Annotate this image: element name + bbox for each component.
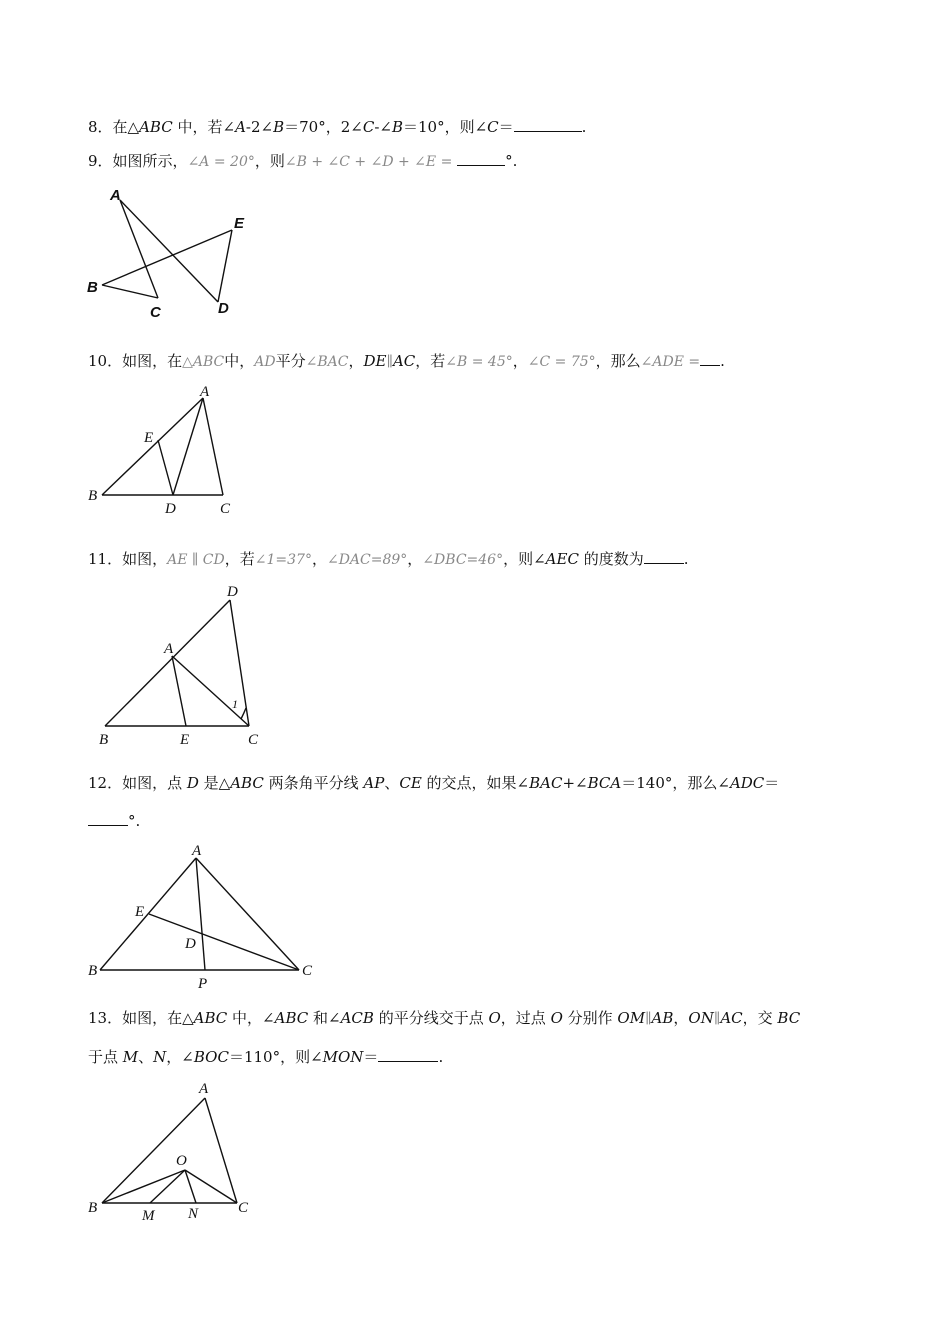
answer-blank[interactable] <box>700 351 720 366</box>
segment-OC <box>185 1170 237 1203</box>
q13-number: 13． <box>88 1009 123 1027</box>
segment-ON <box>185 1170 196 1203</box>
label-C: C <box>302 963 313 979</box>
answer-blank[interactable] <box>514 117 582 132</box>
segment-AD <box>120 200 218 302</box>
label-D: D <box>218 300 229 317</box>
question-9: 9．如图所示，∠A = 20°，则∠B + ∠C + ∠D + ∠E = °. <box>88 152 518 170</box>
label-A: A <box>110 187 121 204</box>
label-E: E <box>180 732 190 748</box>
q13-figure <box>80 1075 280 1225</box>
segment-BA <box>100 858 196 970</box>
segment-AC <box>205 1098 237 1203</box>
answer-blank[interactable] <box>378 1047 438 1062</box>
label-N: N <box>188 1206 199 1222</box>
q11-number: 11． <box>88 550 123 568</box>
question-8: 8．在△ABC 中，若∠A-2∠B＝70°，2∠C-∠B＝10°，则∠C＝ . <box>88 118 587 136</box>
question-13: 13．如图，在△ABC 中，∠ABC 和∠ACB 的平分线交于点 O，过点 O 分别作 OM∥AB，ON∥AC，交 BC <box>88 1009 801 1027</box>
label-C: C <box>238 1200 249 1216</box>
label-B: B <box>88 963 98 979</box>
segment-DE <box>218 230 232 302</box>
label-A: A <box>199 1081 209 1097</box>
q8-number: 8． <box>88 118 113 136</box>
segment-ED <box>158 440 173 495</box>
label-O: O <box>176 1153 187 1169</box>
label-C: C <box>220 501 231 517</box>
answer-blank[interactable] <box>644 549 684 564</box>
label-B: B <box>87 279 98 296</box>
label-D: D <box>165 501 176 517</box>
label-C: C <box>150 304 161 321</box>
segment-AP <box>196 858 205 970</box>
label-M: M <box>142 1208 155 1224</box>
label-E: E <box>144 430 154 446</box>
q9-figure <box>80 180 270 330</box>
question-12: 12．如图，点 D 是△ABC 两条角平分线 AP、CE 的交点，如果∠BAC+∠BCA＝140°，那么∠ADC＝ <box>88 774 780 792</box>
segment-BA <box>102 1098 205 1203</box>
label-E: E <box>234 215 245 232</box>
label-D: D <box>227 584 238 600</box>
q10-number: 10． <box>88 352 123 370</box>
angle-1-arc <box>241 708 246 719</box>
label-A: A <box>164 641 174 657</box>
answer-blank[interactable] <box>457 151 505 166</box>
segment-AC <box>120 200 158 298</box>
segment-BE <box>102 230 232 285</box>
label-D: D <box>185 936 196 952</box>
segment-BO <box>102 1170 185 1203</box>
answer-blank[interactable] <box>88 811 128 826</box>
segment-AC <box>203 398 223 495</box>
question-12-line-2: °. <box>88 811 140 831</box>
label-E: E <box>135 904 145 920</box>
label-angle-1: 1 <box>232 697 238 711</box>
label-A: A <box>192 843 202 859</box>
label-B: B <box>88 488 98 504</box>
segment-AC <box>196 858 299 970</box>
label-P: P <box>198 976 208 992</box>
question-11: 11．如图，AE ∥ CD，若∠1=37°，∠DAC=89°，∠DBC=46°，则∠AEC 的度数为 . <box>88 550 689 568</box>
label-A: A <box>200 384 210 400</box>
label-B: B <box>99 732 109 748</box>
label-C: C <box>248 732 259 748</box>
q12-number: 12． <box>88 774 123 792</box>
question-10: 10．如图，在△ABC中，AD平分∠BAC，DE∥AC，若∠B = 45°，∠C = 75°，那么∠ADE = . <box>88 352 725 370</box>
segment-EC <box>149 914 299 970</box>
q9-number: 9． <box>88 152 113 170</box>
segment-BD <box>105 600 230 726</box>
q10-figure <box>80 380 260 520</box>
segment-OM <box>150 1170 185 1203</box>
segment-BC <box>102 285 158 298</box>
question-13-line-2: 于点 M、N，∠BOC＝110°，则∠MON＝ . <box>88 1048 444 1066</box>
q11-figure <box>90 580 280 750</box>
label-B: B <box>88 1200 98 1216</box>
q12-figure <box>80 840 330 990</box>
